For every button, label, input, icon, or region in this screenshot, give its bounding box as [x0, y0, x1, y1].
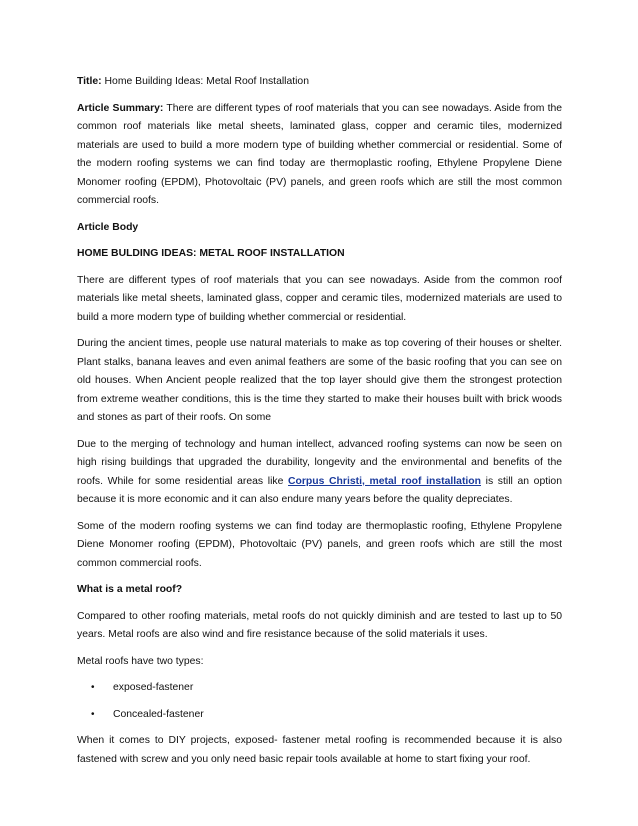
- paragraph-3-before-link: Due to the merging of technology and human intellect, advanced roofing systems can now be seen on high rising buildings that upgraded the durability, longevity and the environmental and benefits of the roofs. While for some residential areas like: [77, 438, 562, 487]
- section-heading: HOME BULDING IDEAS: METAL ROOF INSTALLATION: [77, 248, 345, 259]
- summary-label: Article Summary:: [77, 102, 164, 114]
- paragraph-1: There are different types of roof materials that you can see nowadays. Aside from the common roof materials like metal sheets, laminated glass, copper and ceramic tiles, modernized materials are used to build a more modern type of building whether commercial or residential.: [77, 274, 562, 323]
- corpus-christi-link[interactable]: Corpus Christi, metal roof installation: [288, 475, 481, 487]
- types-intro: Metal roofs have two types:: [77, 655, 204, 667]
- article-summary: [77, 100, 562, 211]
- article-body-heading: Article Body: [77, 221, 139, 233]
- type-label: exposed-fastener: [113, 682, 194, 693]
- paragraph-3-after-link: is still an option because it is more economic and it can also endure many years before the quality depreciates.: [77, 475, 562, 505]
- metal-roof-heading: What is a metal roof?: [77, 584, 183, 595]
- paragraph-6: When it comes to DIY projects, exposed- fastener metal roofing is recommended because it is also fastened with screw and you only need basic repair tools available at home to start fixing your roof.: [77, 735, 562, 765]
- paragraph-4: Some of the modern roofing systems we can find today are thermoplastic roofing, Ethylene Propylene Diene Monomer roofing (EPDM), Photovoltaic (PV) panels, and green roofs which are still the most common commercial roofs.: [77, 520, 562, 569]
- bullet-icon: •: [91, 708, 95, 720]
- bullet-icon: •: [91, 682, 95, 693]
- title-text: Home Building Ideas: Metal Roof Installation: [104, 76, 309, 87]
- title-line: [77, 73, 562, 92]
- paragraph-3: [77, 436, 562, 510]
- title-label: Title:: [77, 76, 102, 87]
- type-label: Concealed-fastener: [113, 708, 204, 720]
- list-item: [77, 706, 562, 725]
- types-list: [77, 679, 562, 724]
- paragraph-2: During the ancient times, people use natural materials to make as top covering of their houses or shelter. Plant stalks, banana leaves and even animal feathers are some of the basic roofing that you can see on old houses. When Ancient people realized that the top layer should give them the strongest protection from extreme weather conditions, this is the time they started to make their houses built with brick woods and stones as part of their roofs. On some: [77, 338, 562, 423]
- list-item: [77, 679, 562, 698]
- paragraph-5: Compared to other roofing materials, metal roofs do not quickly diminish and are tested to last up to 50 years. Metal roofs are also wind and fire resistance because of the solid materials it uses.: [77, 610, 562, 640]
- summary-text: There are different types of roof materials that you can see nowadays. Aside from the common roof materials like metal sheets, laminated glass, copper and ceramic tiles, modernized materials are used to build a more modern type of building whether commercial or residential. Some of the modern roofing systems we can find today are thermoplastic roofing, Ethylene Propylene Diene Monomer roofing (EPDM), Photovoltaic (PV) panels, and green roofs which are still the most common commercial roofs.: [77, 102, 563, 206]
